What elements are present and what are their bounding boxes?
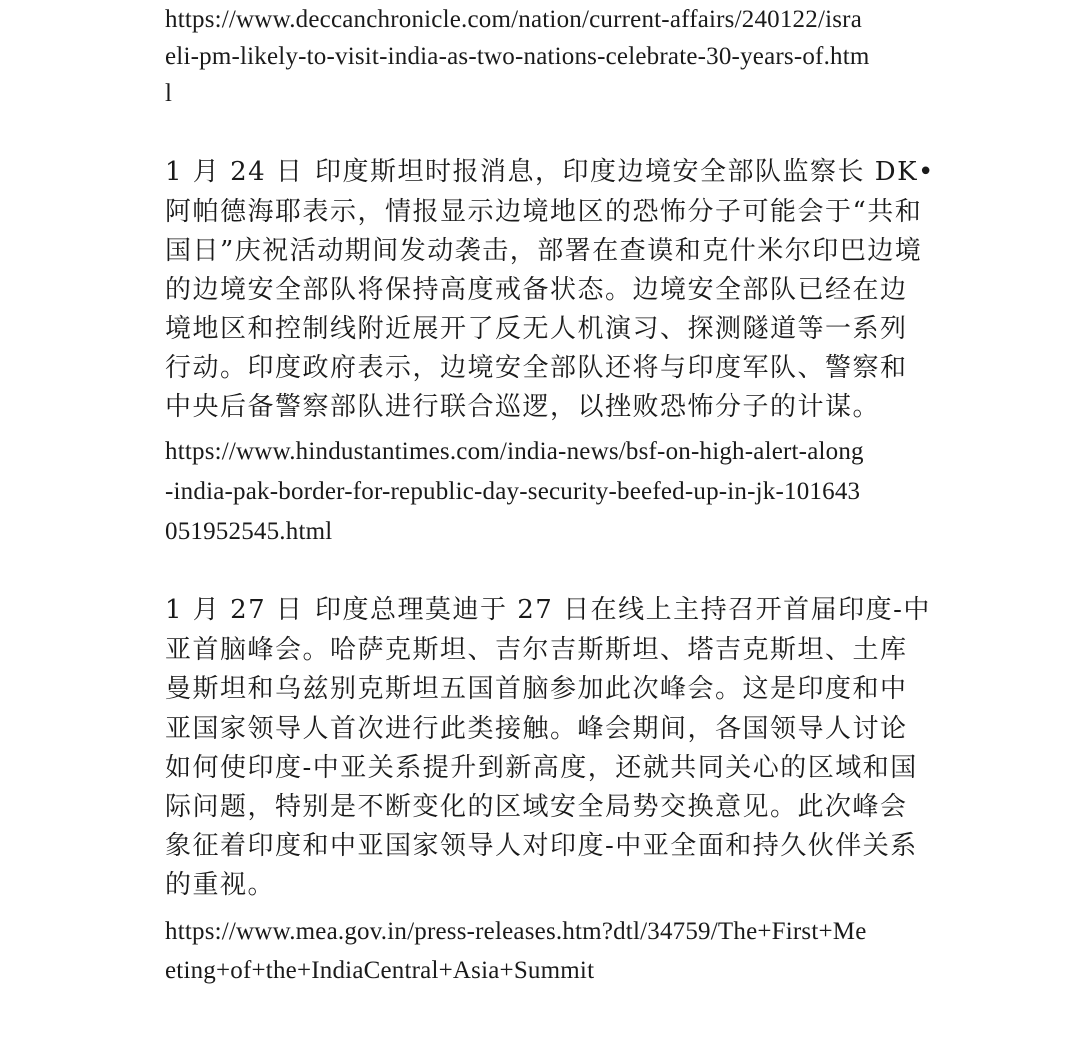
entry-body-line: 的重视。 [165, 870, 276, 900]
news-entry-first-line [165, 152, 935, 192]
entry-body-line: 国日”庆祝活动期间发动袭击，部署在查谟和克什米尔印巴边境 [165, 236, 923, 266]
entry-body-line: 阿帕德海耶表示，情报显示边境地区的恐怖分子可能会于“共和 [165, 197, 923, 227]
source-url-line[interactable]: https://www.mea.gov.in/press-releases.htm?dtl/34759/The+First+Me [165, 918, 867, 945]
source-url-line[interactable]: 051952545.html [165, 518, 333, 545]
entry-body-line: 境地区和控制线附近展开了反无人机演习、探测隧道等一系列 [165, 314, 908, 344]
source-url-line[interactable]: eting+of+the+IndiaCentral+Asia+Summit [165, 957, 595, 984]
entry-date: 1 月 27 日 [165, 595, 304, 625]
entry-body-line: 象征着印度和中亚国家领导人对印度-中亚全面和持久伙伴关系 [165, 831, 918, 861]
news-entry-first-line [165, 590, 931, 630]
entry-body-line: 亚国家领导人首次进行此类接触。峰会期间，各国领导人讨论 [165, 714, 908, 744]
source-url-line[interactable]: l [165, 80, 173, 107]
source-url-line[interactable]: https://www.hindustantimes.com/india-news/bsf-on-high-alert-along [165, 438, 864, 465]
entry-body-line: 的边境安全部队将保持高度戒备状态。边境安全部队已经在边 [165, 275, 908, 305]
entry-body-line: 行动。印度政府表示，边境安全部队还将与印度军队、警察和 [165, 353, 908, 383]
entry-body-line: 亚首脑峰会。哈萨克斯坦、吉尔吉斯斯坦、塔吉克斯坦、土库 [165, 635, 908, 665]
entry-body-line: 印度斯坦时报消息，印度边境安全部队监察长 DK• [315, 157, 935, 187]
entry-body-line: 中央后备警察部队进行联合巡逻，以挫败恐怖分子的计谋。 [165, 392, 881, 422]
entry-body-line: 如何使印度-中亚关系提升到新高度，还就共同关心的区域和国 [165, 753, 918, 783]
entry-body-line: 曼斯坦和乌兹别克斯坦五国首脑参加此次峰会。这是印度和中 [165, 674, 908, 704]
entry-date: 1 月 24 日 [165, 157, 304, 187]
entry-body-line: 际问题，特别是不断变化的区域安全局势交换意见。此次峰会 [165, 792, 908, 822]
source-url-line[interactable]: https://www.deccanchronicle.com/nation/current-affairs/240122/isra [165, 6, 863, 33]
source-url-line[interactable]: eli-pm-likely-to-visit-india-as-two-nations-celebrate-30-years-of.htm [165, 43, 870, 70]
source-url-line[interactable]: -india-pak-border-for-republic-day-security-beefed-up-in-jk-101643 [165, 478, 861, 505]
entry-body-line: 印度总理莫迪于 27 日在线上主持召开首届印度-中 [315, 595, 931, 625]
